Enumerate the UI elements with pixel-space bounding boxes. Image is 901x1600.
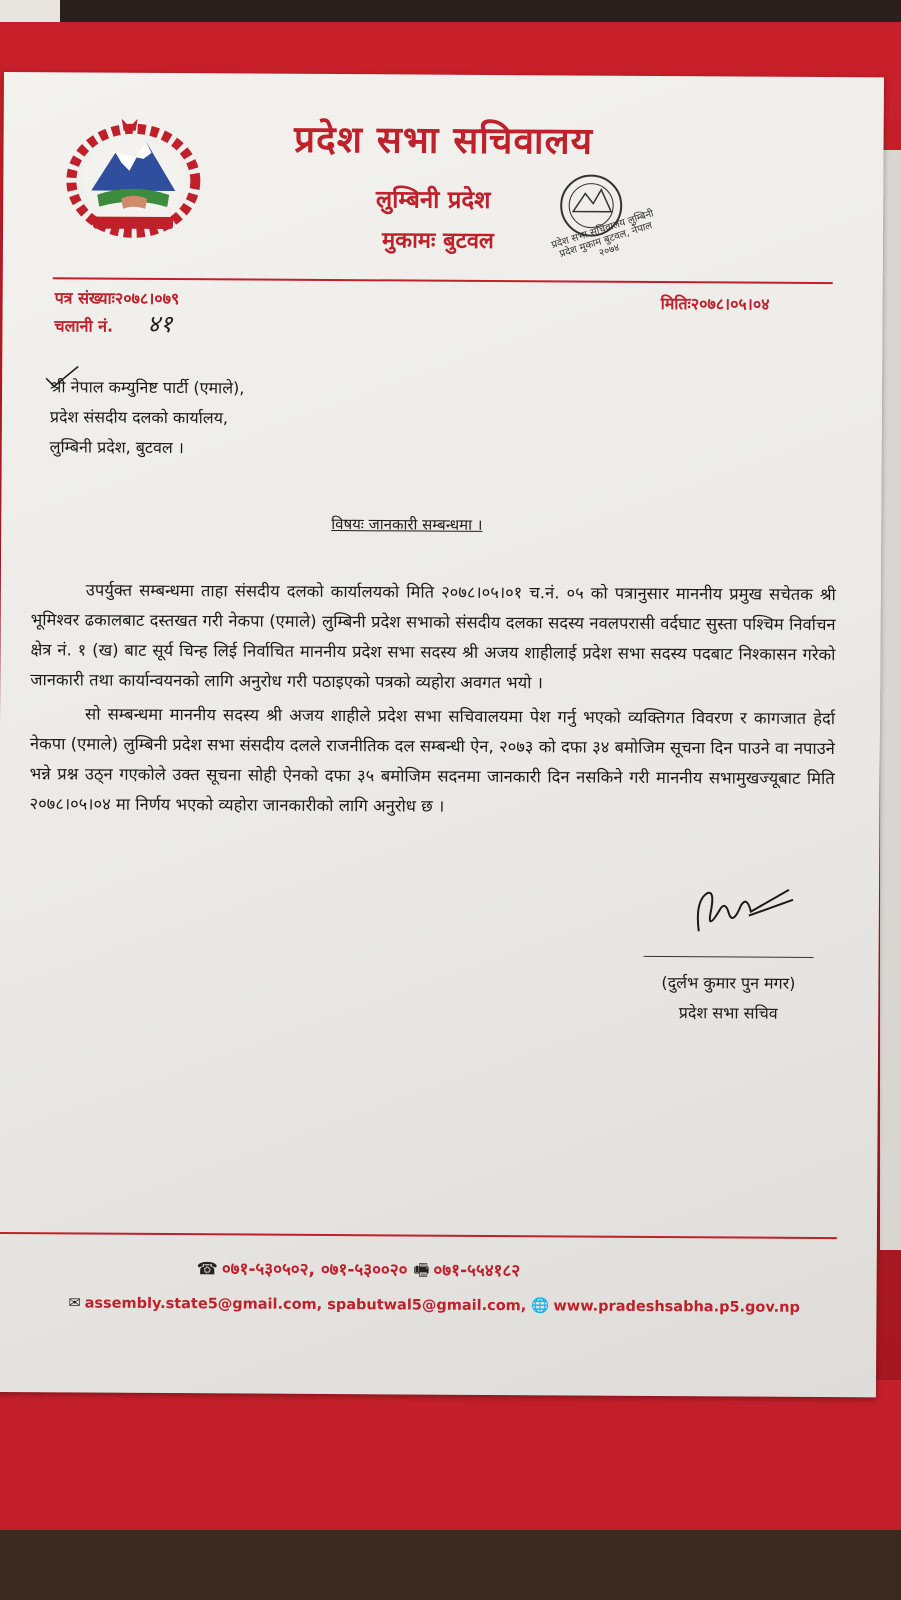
organization-title: प्रदेश सभा सचिवालय xyxy=(293,117,594,163)
province-name: लुम्बिनी प्रदेश xyxy=(375,185,491,214)
footer-contacts xyxy=(68,1294,800,1316)
reference-number: पत्र संख्याः२०७८।०७९ xyxy=(54,288,180,309)
phone-numbers: ०७१-५३०५०२, ०७१-५३००२० xyxy=(221,1259,408,1281)
table-edge xyxy=(0,1530,901,1600)
red-folder-bottom xyxy=(0,1380,901,1530)
signatory-name: (दुर्लभ कुमार पुन मगर) xyxy=(661,973,796,993)
letter-sheet xyxy=(0,72,884,1397)
body-paragraph-1: उपर्युक्त सम्बन्धमा ताहा संसदीय दलको कार्यालयको मिति २०७८।०५।०१ च.नं. ०५ को पत्रानुसार माननीय प्रमुख सचेतक श्री भूमिश्वर ढकालबाट दस्तखत गरी नेकपा (एमाले) लुम्बिनी प्रदेश सभाको संसदीय दलका सदस्य नवलपरासी वर्दघाट सुस्ता पश्चिम निर्वाचन क्षेत्र नं. १ (ख) बाट सूर्य चिन्ह लिई निर्वाचित माननीय प्रदेश सभा सदस्य श्री अजय शाहीलाई प्रदेश सभा सदस्य पदबाट निश्कासन गरेको जानकारी तथा कार्यान्वयनको लागि अनुरोध गरी पठाइएको पत्रको व्यहोरा अवगत भयो । xyxy=(30,580,836,693)
fax-icon: 🖷 xyxy=(413,1260,430,1281)
background-paper-right xyxy=(880,150,901,1250)
letter-date: मितिः२०७८।०५।०४ xyxy=(660,294,770,314)
dispatch-label: चलानी नं. xyxy=(54,316,114,336)
globe-icon: 🌐 xyxy=(531,1298,550,1315)
telephone-icon: ☎ xyxy=(196,1259,218,1280)
fax-number: ०७१-५५४१८२ xyxy=(433,1260,521,1282)
recipient-line-1: श्री नेपाल कम्युनिष्ट पार्टी (एमाले), xyxy=(50,377,245,398)
footer-divider xyxy=(0,1232,837,1239)
header-divider xyxy=(53,277,833,284)
signatory-block xyxy=(638,968,818,1029)
website-url: www.pradeshsabha.p5.gov.np xyxy=(553,1298,800,1316)
signature-icon xyxy=(689,881,799,942)
dispatch-number: ४१ xyxy=(147,309,173,339)
recipient-line-3: लुम्बिनी प्रदेश, बुटवल । xyxy=(49,437,184,458)
email-addresses: assembly.state5@gmail.com, spabutwal5@gmail.com, xyxy=(84,1295,527,1315)
mail-icon: ✉ xyxy=(68,1295,81,1312)
body-paragraph-2: सो सम्बन्धमा माननीय सदस्य श्री अजय शाहीले प्रदेश सभा सचिवालयमा पेश गर्नु भएको व्यक्तिगत विवरण र कागजात हेर्दा नेकपा (एमाले) लुम्बिनी प्रदेश सभा संसदीय दलले राजनीतिक दल सम्बन्धी ऐन, २०७३ को दफा ३४ बमोजिम सूचना दिन पाउने वा नपाउने भन्ने प्रश्न उठ्न गएकोले उक्त सूचना सोही ऐनको दफा ३५ बमोजिम सदनमा जानकारी दिन नसकिने गरी माननीय सभामुखज्यूबाट मिति २०७८।०५।०४ मा निर्णय भएको व्यहोरा जानकारीको लागि अनुरोध छ । xyxy=(29,704,836,816)
seal-text: प्रदेश सभा सचिवालय लुम्बिनी प्रदेश मुकाम बुटवल, नेपाल २०७४ xyxy=(550,208,656,261)
subject-line: विषयः जानकारी सम्बन्धमा । xyxy=(331,515,483,534)
nepal-emblem-icon xyxy=(63,112,204,243)
footer-phones xyxy=(197,1256,647,1288)
signatory-title: प्रदेश सभा सचिव xyxy=(678,1003,778,1023)
signature-line xyxy=(644,956,814,958)
background-paper-corner xyxy=(0,0,60,22)
letter-body xyxy=(29,575,835,828)
recipient-address xyxy=(50,372,245,463)
recipient-line-2: प्रदेश संसदीय दलको कार्यालय, xyxy=(49,407,229,428)
station-name: मुकामः बुटवल xyxy=(381,228,494,254)
